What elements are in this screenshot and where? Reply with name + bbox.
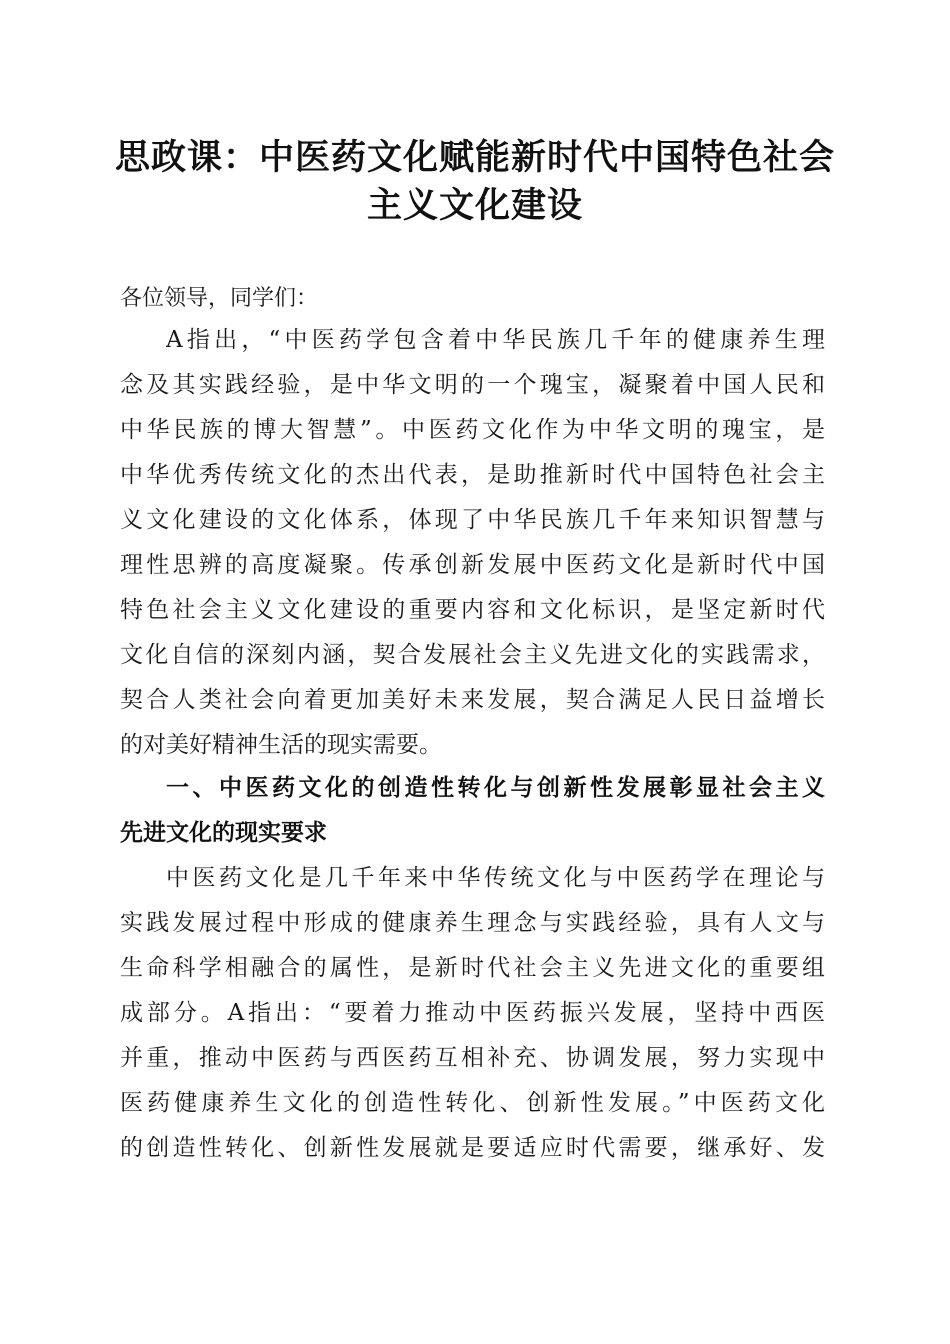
paragraph-1-line: 念及其实践经验，是中华文明的一个瑰宝，凝聚着中国人民和 [120,372,825,398]
paragraph-2-line: 并重，推动中医药与西医药互相补充、协调发展，努力实现中 [120,1045,825,1071]
paragraph-2-line: 实践发展过程中形成的健康养生理念与实践经验，具有人文与 [120,910,825,936]
paragraph-1-line: 契合人类社会向着更加美好未来发展，契合满足人民日益增长 [120,687,825,713]
paragraph-1-line: 中华民族的博大智慧”。中医药文化作为中华文明的瑰宝，是 [120,417,825,443]
section-1-heading-line-1: 一、中医药文化的创造性转化与创新性发展彰显社会主义 [166,775,825,801]
paragraph-1-line: 中华优秀传统文化的杰出代表，是助推新时代中国特色社会主 [120,462,825,488]
paragraph-1-line: 理性思辨的高度凝聚。传承创新发展中医药文化是新时代中国 [120,552,825,578]
section-1-heading-line-2: 先进文化的现实要求 [120,820,327,846]
paragraph-2-line: 生命科学相融合的属性，是新时代社会主义先进文化的重要组 [120,955,825,981]
paragraph-2-line: 成部分。A指出：“要着力推动中医药振兴发展，坚持中西医 [120,1000,825,1026]
document-title-line-2: 主义文化建设 [366,185,583,226]
paragraph-2-line: 的创造性转化、创新性发展就是要适应时代需要，继承好、发 [120,1135,825,1161]
paragraph-2-line: 医药健康养生文化的创造性转化、创新性发展。”中医药文化 [120,1090,825,1116]
paragraph-1-line: 义文化建设的文化体系，体现了中华民族几千年来知识智慧与 [120,507,825,533]
salutation: 各位领导，同学们： [120,286,319,311]
paragraph-1-line: 特色社会主义文化建设的重要内容和文化标识，是坚定新时代 [120,597,825,623]
paragraph-1-line: 的对美好精神生活的现实需要。 [120,732,442,758]
paragraph-2-line: 中医药文化是几千年来中华传统文化与中医药学在理论与 [166,865,825,891]
document-title-line-1: 思政课：中医药文化赋能新时代中国特色社会 [114,137,835,178]
paragraph-1-line: A指出，“中医药学包含着中华民族几千年的健康养生理 [166,327,825,353]
paragraph-1-line: 文化自信的深刻内涵，契合发展社会主义先进文化的实践需求， [120,642,825,668]
